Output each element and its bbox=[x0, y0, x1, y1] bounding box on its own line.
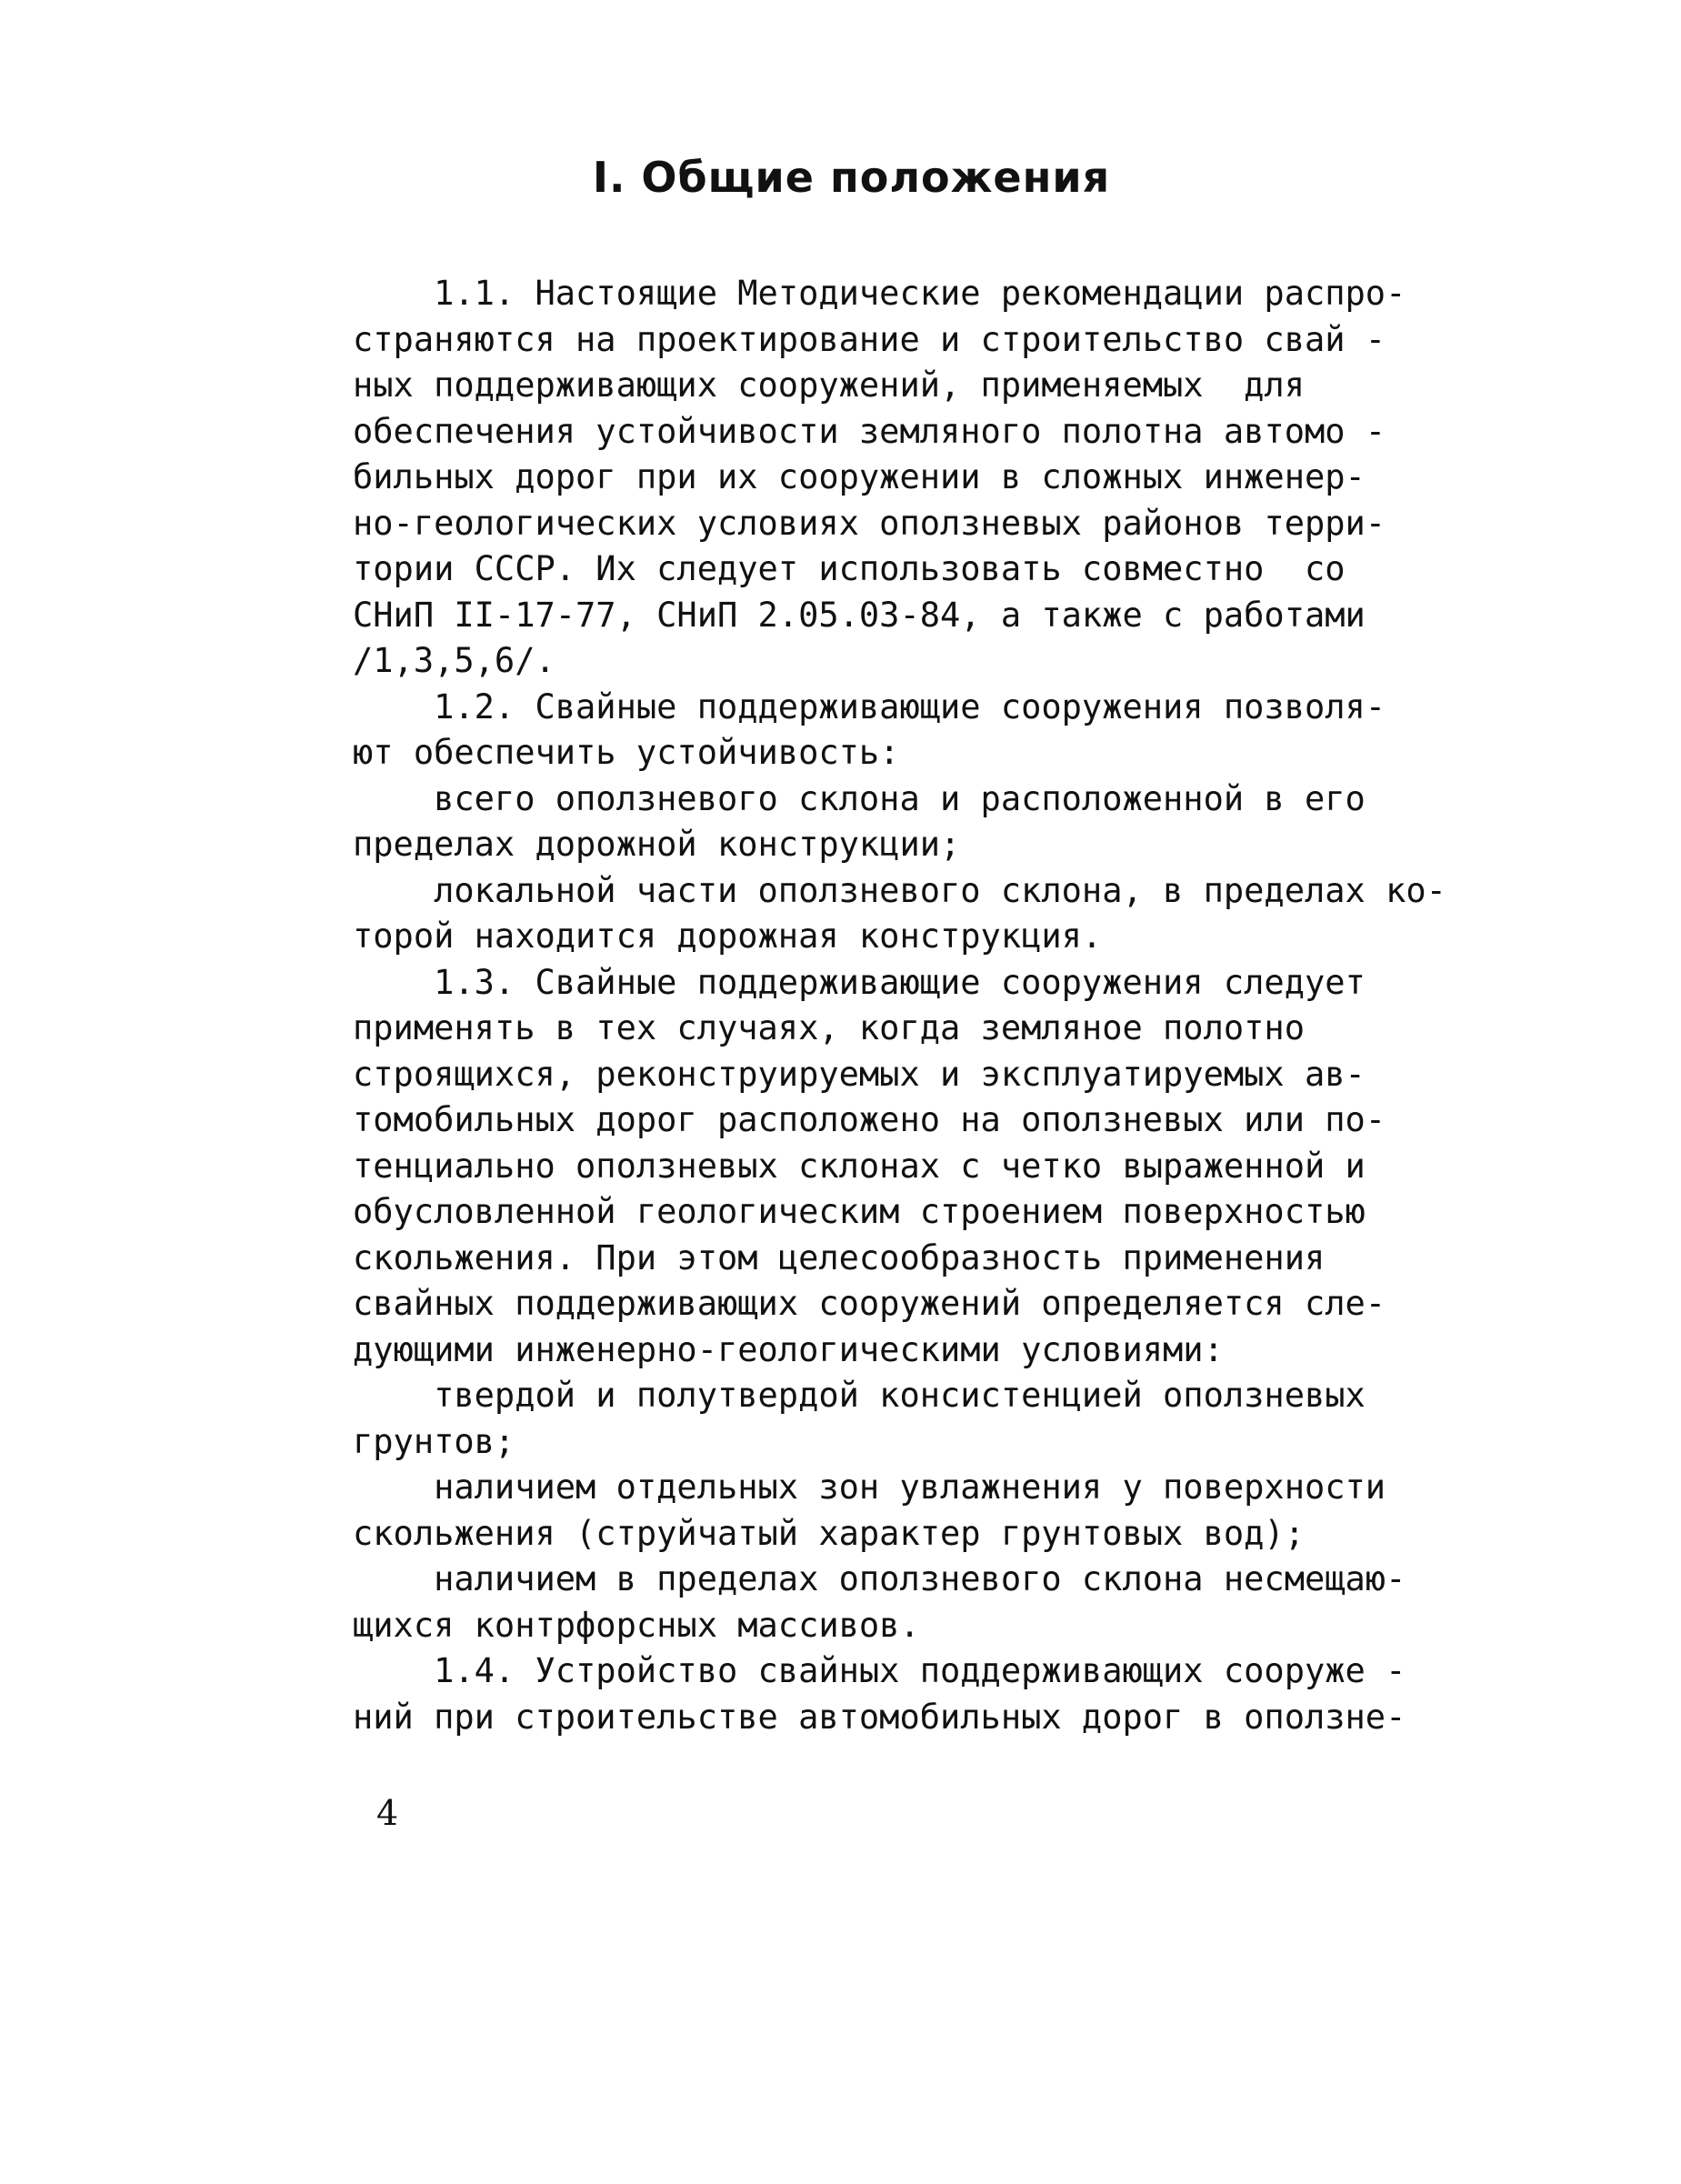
text-line: 1.1. Настоящие Методические рекомендации распро- bbox=[353, 274, 1406, 313]
text-line: 1.3. Свайные поддерживающие сооружения следует bbox=[353, 962, 1366, 1002]
text-line: томобильных дорог расположено на оползневых или по- bbox=[353, 1100, 1386, 1139]
text-line: бильных дорог при их сооружении в сложных инженер- bbox=[353, 457, 1366, 496]
text-line: тенциально оползневых склонах с четко выраженной и bbox=[353, 1146, 1366, 1186]
text-line: всего оползневого склона и расположенной в его bbox=[353, 778, 1366, 818]
section-heading: I. Общие положения bbox=[592, 153, 1111, 202]
text-line: наличием отдельных зон увлажнения у поверхности bbox=[353, 1468, 1386, 1507]
text-line: но-геологических условиях оползневых районов терри- bbox=[353, 503, 1386, 543]
text-line: применять в тех случаях, когда земляное полотно bbox=[353, 1008, 1305, 1047]
text-line: локальной части оползневого склона, в пределах ко- bbox=[353, 870, 1446, 910]
text-line: свайных поддерживающих сооружений определяется сле- bbox=[353, 1284, 1386, 1323]
text-line: страняются на проектирование и строительство свай - bbox=[353, 319, 1386, 359]
text-line: обусловленной геологическим строением поверхностью bbox=[353, 1192, 1366, 1231]
text-line: скольжения (струйчатый характер грунтовых вод); bbox=[353, 1513, 1305, 1553]
text-line: ных поддерживающих сооружений, применяемых для bbox=[353, 366, 1305, 405]
text-line: пределах дорожной конструкции; bbox=[353, 825, 961, 864]
text-line: скольжения. При этом целесообразность применения bbox=[353, 1237, 1326, 1277]
text-line: тории СССР. Их следует использовать совместно со bbox=[353, 549, 1346, 588]
text-line: грунтов; bbox=[353, 1421, 515, 1461]
text-line: 1.4. Устройство свайных поддерживающих сооруже - bbox=[353, 1651, 1406, 1690]
text-line: твердой и полутвердой консистенцией оползневых bbox=[353, 1376, 1366, 1415]
text-line: строящихся, реконструируемых и эксплуатируемых ав- bbox=[353, 1054, 1366, 1094]
text-line: наличием в пределах оползневого склона несмещаю- bbox=[353, 1559, 1406, 1598]
text-line: ют обеспечить устойчивость: bbox=[353, 733, 900, 772]
text-line: обеспечения устойчивости земляного полотна автомо - bbox=[353, 411, 1386, 451]
text-line: 1.2. Свайные поддерживающие сооружения позволя- bbox=[353, 686, 1386, 726]
text-line: дующими инженерно-геологическими условиями: bbox=[353, 1329, 1224, 1369]
text-line: СНиП II-17-77, СНиП 2.05.03-84, а также с работами bbox=[353, 595, 1366, 635]
text-line: ний при строительстве автомобильных дорог в оползне- bbox=[353, 1697, 1406, 1737]
body-text bbox=[353, 271, 1507, 1740]
text-line: торой находится дорожная конструкция. bbox=[353, 917, 1103, 956]
page-number: 4 bbox=[376, 1793, 399, 1833]
text-line: /1,3,5,6/. bbox=[353, 641, 555, 680]
text-line: щихся контрфорсных массивов. bbox=[353, 1605, 920, 1645]
